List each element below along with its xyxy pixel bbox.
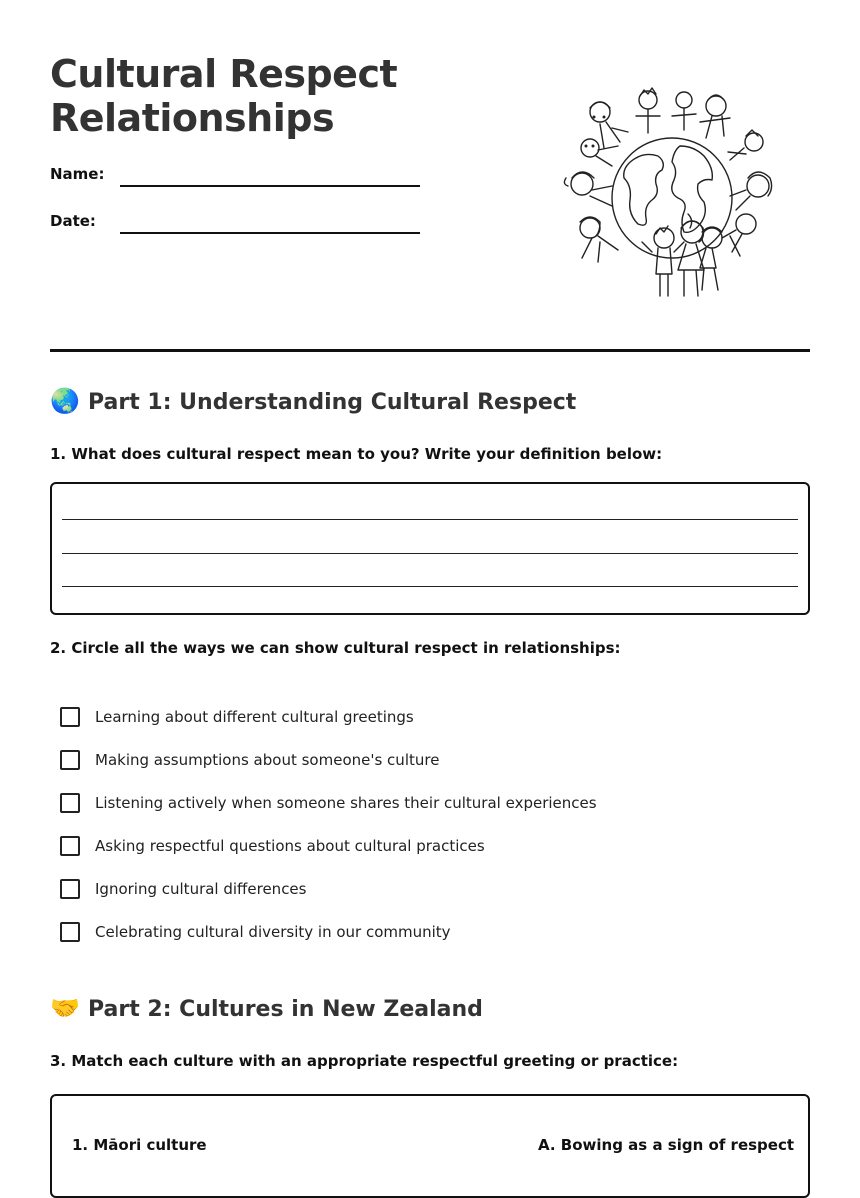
part2-heading	[50, 994, 483, 1024]
part1-heading-text: Part 1: Understanding Cultural Respect	[88, 389, 577, 415]
practice-item[interactable]: A. Bowing as a sign of respect	[538, 1136, 795, 1154]
option-checkbox[interactable]	[60, 879, 80, 899]
worksheet-title	[50, 52, 397, 140]
definition-answer-box[interactable]	[50, 482, 810, 615]
title-line-1: Cultural Respect	[50, 52, 398, 96]
option-checkbox[interactable]	[60, 793, 80, 813]
option-checkbox[interactable]	[60, 750, 80, 770]
option-item[interactable]	[60, 877, 306, 901]
children-around-globe-icon	[560, 86, 780, 302]
option-label: Listening actively when someone shares their cultural experiences	[95, 794, 597, 812]
answer-line[interactable]	[62, 586, 798, 587]
title-line-2: Relationships	[50, 96, 335, 140]
option-checkbox[interactable]	[60, 922, 80, 942]
option-item[interactable]	[60, 705, 414, 729]
globe-emoji-icon: 🌏	[50, 387, 80, 415]
option-label: Ignoring cultural differences	[95, 880, 307, 898]
part1-heading	[50, 387, 576, 417]
option-item[interactable]	[60, 834, 485, 858]
handshake-emoji-icon: 🤝	[50, 994, 80, 1022]
option-label: Celebrating cultural diversity in our community	[95, 923, 451, 941]
date-field-row	[50, 212, 420, 242]
date-label: Date:	[50, 212, 96, 230]
culture-item[interactable]: 1. Māori culture	[72, 1136, 207, 1154]
answer-line[interactable]	[62, 553, 798, 554]
answer-line[interactable]	[62, 519, 798, 520]
option-checkbox[interactable]	[60, 836, 80, 856]
question-1: 1. What does cultural respect mean to you? Write your definition below:	[50, 445, 663, 463]
matching-box	[50, 1094, 810, 1198]
date-input-line[interactable]	[120, 232, 420, 234]
question-2: 2. Circle all the ways we can show cultural respect in relationships:	[50, 639, 621, 657]
option-checkbox[interactable]	[60, 707, 80, 727]
name-label: Name:	[50, 165, 105, 183]
option-item[interactable]	[60, 748, 439, 772]
option-label: Asking respectful questions about cultural practices	[95, 837, 485, 855]
option-item[interactable]	[60, 920, 451, 944]
question-3: 3. Match each culture with an appropriate respectful greeting or practice:	[50, 1052, 679, 1070]
name-input-line[interactable]	[120, 185, 420, 187]
header-divider	[50, 349, 810, 352]
part2-heading-text: Part 2: Cultures in New Zealand	[88, 996, 483, 1022]
option-label: Making assumptions about someone's culture	[95, 751, 440, 769]
option-label: Learning about different cultural greetings	[95, 708, 414, 726]
option-item[interactable]	[60, 791, 597, 815]
name-field-row	[50, 165, 420, 195]
